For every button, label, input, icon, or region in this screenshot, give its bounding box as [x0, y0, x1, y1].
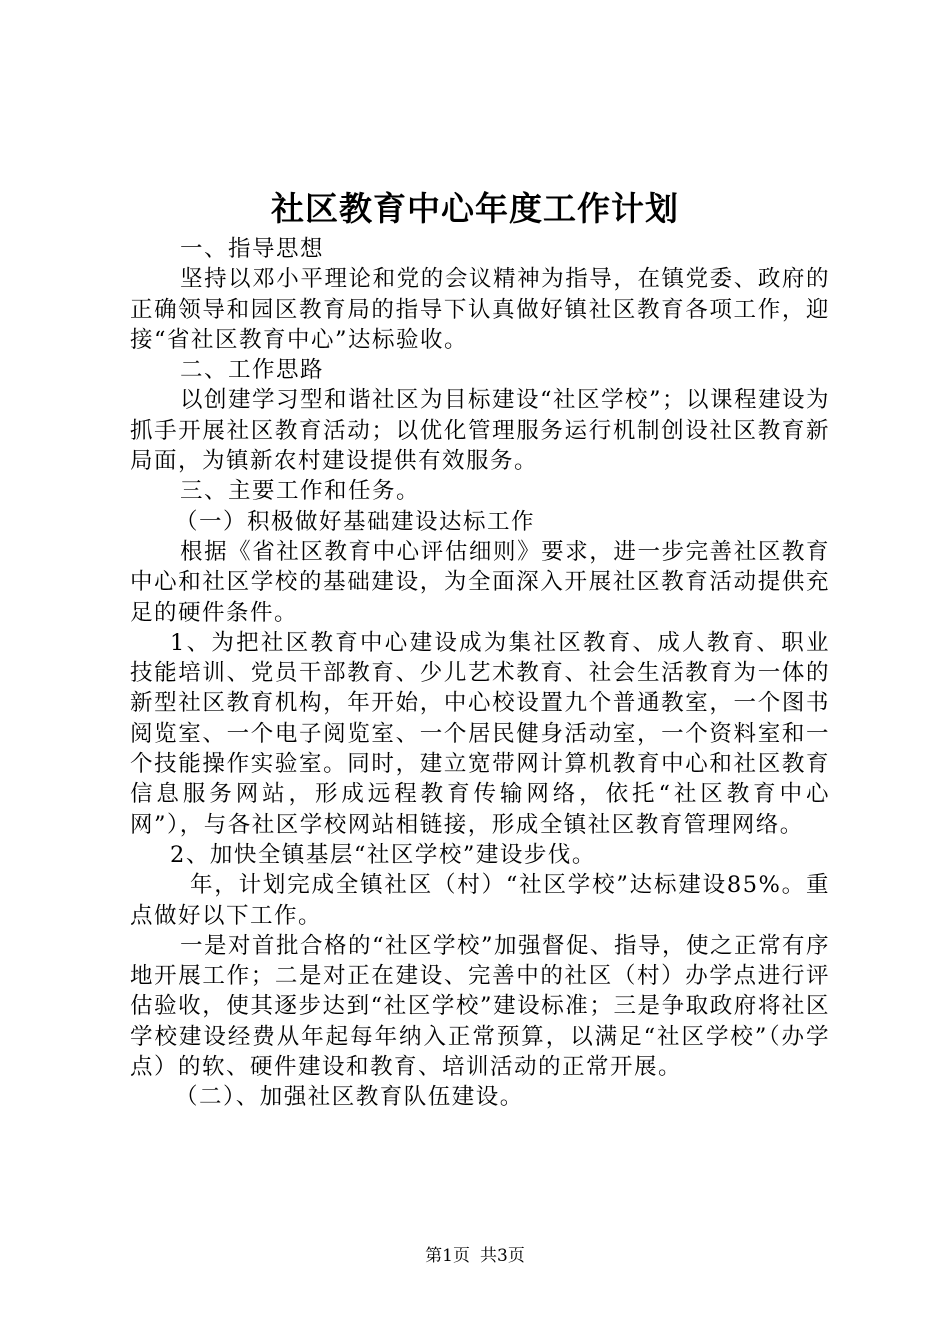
document-body — [130, 234, 830, 1113]
subsection-heading-infrastructure: （一）积极做好基础建设达标工作 — [175, 508, 536, 535]
subsection-heading-team-building: （二）、加强社区教育队伍建设。 — [175, 1084, 524, 1111]
page-total: 共3页 — [480, 1246, 525, 1266]
paragraph-item-1: 1、为把社区教育中心建设成为集社区教育、成人教育、职业技能培训、党员干部教育、少儿艺术教育、社会生活教育为一体的新型社区教育机构，年开始，中心校设置九个普通教室，一个图书阅览室、一个电子阅览室、一个居民健身活动室，一个资料室和一个技能操作实验室。同时，建立宽带网计算机教育中心和社区教育信息服务网站，形成远程教育传输网络，依托“社区教育中心网”），与各社区学校网站相链接，形成全镇社区教育管理网络。 — [130, 629, 830, 838]
section-heading-main-tasks: 三、主要工作和任务。 — [180, 478, 421, 505]
paragraph-work-approach: 以创建学习型和谐社区为目标建设“社区学校”；以课程建设为抓手开展社区教育活动；以优化管理服务运行机制创设社区教育新局面，为镇新农村建设提供有效服务。 — [130, 387, 831, 475]
page-number: 第1页 — [425, 1246, 470, 1266]
paragraph-infrastructure: 根据《省社区教育中心评估细则》要求，进一步完善社区教育中心和社区学校的基础建设，为全面深入开展社区教育活动提供充足的硬件条件。 — [130, 538, 830, 626]
section-heading-guiding-thought: 一、指导思想 — [180, 236, 325, 262]
document-title: 社区教育中心年度工作计划 — [271, 189, 679, 228]
section-heading-work-approach: 二、工作思路 — [180, 357, 325, 384]
paragraph-guiding-thought: 坚持以邓小平理论和党的会议精神为指导，在镇党委、政府的正确领导和园区教育局的指导下认真做好镇社区教育各项工作，迎接“省社区教育中心”达标验收。 — [130, 266, 830, 353]
paragraph-item-2: 2、加快全镇基层“社区学校”建设步伐。 — [170, 841, 596, 868]
page-footer — [0, 1244, 950, 1268]
paragraph-key-work: 一是对首批合格的“社区学校”加强督促、指导，使之正常有序地开展工作；二是对正在建设、完善中的社区（村）办学点进行评估验收，使其逐步达到“社区学校”建设标准；三是争取政府将社区学校建设经费从年起每年纳入正常预算，以满足“社区学校”（办学点）的软、硬件建设和教育、培训活动的正常开展。 — [130, 932, 831, 1081]
paragraph-year-plan: 年，计划完成全镇社区（村）“社区学校”达标建设85%。重点做好以下工作。 — [130, 872, 830, 929]
